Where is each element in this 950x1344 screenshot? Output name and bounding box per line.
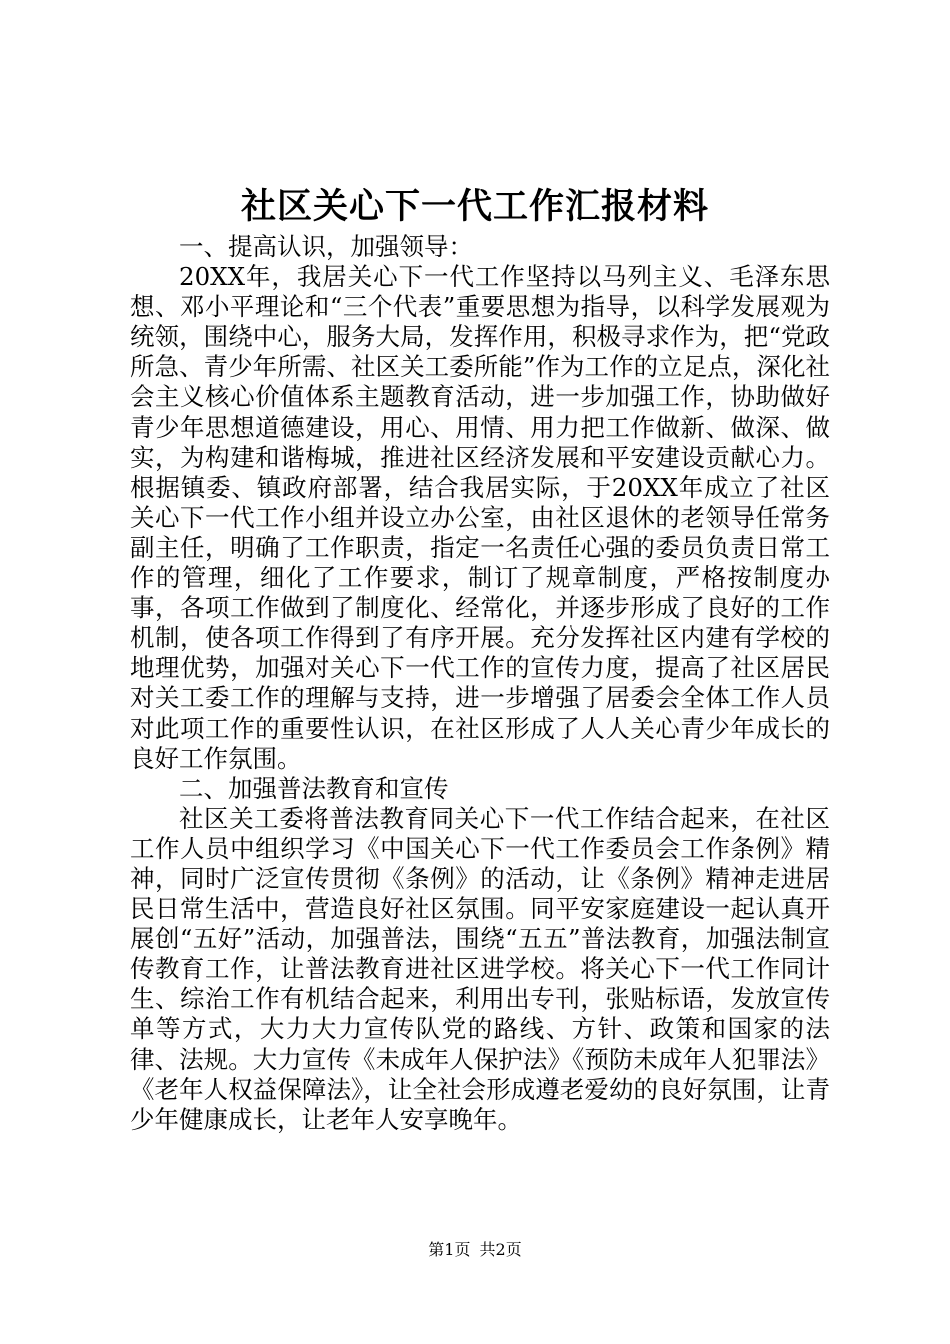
document-title: 社区关心下一代工作汇报材料 [240, 186, 709, 227]
section-heading-2: 二、加强普法教育和宣传 [179, 773, 449, 803]
section-heading-1: 一、提高认识，加强领导： [179, 232, 473, 261]
paragraph-1: 20XX年，我居关心下一代工作坚持以马列主义、毛泽东思想、邓小平理论和“三个代表”重要思想为指导，以科学发展观为统领，围绕中心，服务大局，发挥作用，积极寻求作为，把“党政所急、青少年所需、社区关工委所能”作为工作的立足点，深化社会主义核心价值体系主题教育活动，进一步加强工作，协助做好青少年思想道德建设，用心、用情、用力把工作做新、做深、做实，为构建和谐梅城，推进社区经济发展和平安建设贡献心力。根据镇委、镇政府部署，结合我居实际，于20XX年成立了社区关心下一代工作小组并设立办公室，由社区退休的老领导任常务副主任，明确了工作职责，指定一名责任心强的委员负责日常工作的管理，细化了工作要求，制订了规章制度，严格按制度办事，各项工作做到了制度化、经常化，并逐步形成了良好的工作机制，使各项工作得到了有序开展。充分发挥社区内建有学校的地理优势，加强对关心下一代工作的宣传力度，提高了社区居民对关工委工作的理解与支持，进一步增强了居委会全体工作人员对此项工作的重要性认识，在社区形成了人人关心青少年成长的良好工作氛围。 [130, 262, 830, 773]
page-total: 共2页 [479, 1240, 522, 1259]
page-footer [0, 1240, 950, 1260]
page-number: 第1页 [428, 1240, 471, 1259]
document-body [130, 232, 830, 1135]
paragraph-2: 社区关工委将普法教育同关心下一代工作结合起来，在社区工作人员中组织学习《中国关心下一代工作委员会工作条例》精神，同时广泛宣传贯彻《条例》的活动，让《条例》精神走进居民日常生活中，营造良好社区氛围。同平安家庭建设一起认真开展创“五好”活动，加强普法，围绕“五五”普法教育，加强法制宣传教育工作，让普法教育进社区进学校。将关心下一代工作同计生、综治工作有机结合起来，利用出专刊，张贴标语，发放宣传单等方式，大力大力宣传队党的路线、方针、政策和国家的法律、法规。大力宣传《未成年人保护法》《预防未成年人犯罪法》《老年人权益保障法》，让全社会形成遵老爱幼的良好氛围，让青少年健康成长，让老年人安享晚年。 [130, 803, 830, 1134]
